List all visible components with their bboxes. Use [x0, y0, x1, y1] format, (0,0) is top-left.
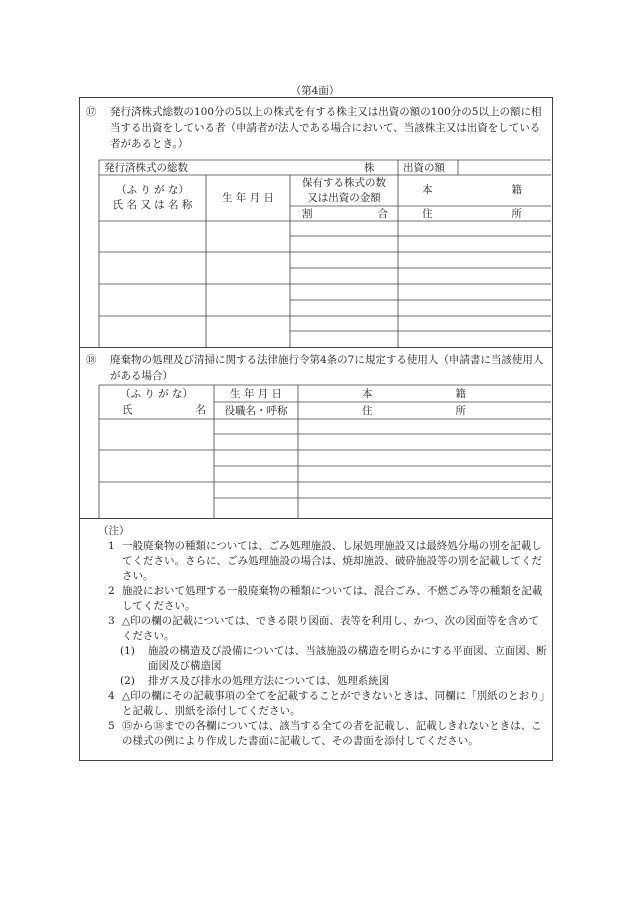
name-label — [122, 403, 206, 417]
note-sub-number: (1) — [120, 645, 135, 657]
note-number: 4 — [108, 690, 115, 702]
employees-table-grid — [80, 347, 552, 518]
domicile-char-b: 籍 — [455, 388, 466, 400]
shareholders-table-grid — [80, 98, 552, 347]
notes-heading: （注） — [98, 525, 130, 537]
address-char-b: 所 — [455, 405, 466, 417]
position-label: 役職名・呼称 — [224, 405, 288, 417]
address-label — [362, 404, 466, 418]
note-sub-item — [98, 644, 548, 674]
section-heading-text: 廃棄物の処理及び清掃に関する法律施行令第4条の7に規定する使用人（申請書に当該使用人がある場合） — [110, 354, 544, 382]
note-number: 3 — [108, 615, 115, 627]
note-text: 一般廃棄物の種類については、ごみ処理施設、し尿処理施設又は最終処分場の別を記載してください。さらに、ごみ処理施設の場合は、焼却施設、破砕施設等の別を記載してください。 — [122, 540, 542, 582]
note-text: △印の欄にその記載事項の全てを記載することができないときは、同欄に「別紙のとおり」と記載し、別紙を添付してください。 — [122, 690, 545, 717]
total-shares-label: 発行済株式の総数 — [104, 162, 188, 174]
page-title: （第4面） — [290, 85, 340, 97]
note-sub-text: 施設の構造及び設備については、当該施設の構造を明らかにする平面図、立面図、断面図及び構造図 — [148, 645, 547, 672]
note-text: 施設において処理する一般廃棄物の種類については、混合ごみ、不燃ごみ等の種類を記載してください。 — [122, 585, 543, 612]
address-char-a: 住 — [362, 405, 373, 417]
domicile-char-a: 本 — [422, 184, 433, 196]
note-number: 2 — [108, 585, 115, 597]
note-item — [98, 614, 548, 644]
note-text: △印の欄の記載については、できる限り図面、表等を利用し、かつ、次の図面等を含めてください。 — [122, 615, 539, 642]
shares-unit: 株 — [364, 162, 375, 174]
name-char-b: 名 — [195, 404, 206, 416]
note-sub-item — [98, 674, 548, 689]
holding-label-2: 又は出資の金額 — [307, 192, 381, 204]
note-number: 5 — [108, 720, 115, 732]
domicile-char-b: 籍 — [511, 184, 522, 196]
investment-label: 出資の額 — [403, 162, 445, 174]
note-sub-number: (2) — [120, 675, 135, 687]
domicile-label — [422, 183, 522, 197]
domicile-label — [362, 387, 466, 401]
birth-label: 生 年 月 日 — [221, 192, 274, 204]
note-text: ⑮から⑱までの各欄については、該当する全ての者を記載し、記載しきれないときは、この様式の例により作成した書面に記載して、その書面を添付してください。 — [122, 720, 542, 747]
ratio-char-b: 合 — [377, 208, 388, 220]
address-char-b: 所 — [511, 208, 522, 220]
furigana-label: （ふ り が な） — [119, 388, 193, 400]
section-divider — [80, 518, 552, 519]
note-item — [98, 719, 548, 749]
section-employees — [80, 347, 552, 518]
notes-section — [98, 524, 548, 749]
holding-label-1: 保有する株式の数 — [302, 177, 386, 189]
name-label: 氏 名 又 は 名 称 — [112, 199, 193, 211]
note-sub-text: 排ガス及び排水の処理方法については、処理系統図 — [148, 675, 390, 687]
furigana-label: （ふ り が な） — [115, 184, 189, 196]
section-number: ⑱ — [86, 354, 97, 366]
note-item — [98, 539, 548, 584]
domicile-char-a: 本 — [362, 388, 373, 400]
section-number: ⑰ — [86, 106, 97, 118]
address-char-a: 住 — [422, 208, 433, 220]
ratio-label — [302, 207, 388, 221]
section-heading-text: 発行済株式総数の100分の5以上の株式を有する株主又は出資の額の100分の5以上の額に相当する出資をしている者（申請者が法人である場合において、当該株主又は出資をしている者があるとき。） — [110, 106, 542, 150]
section-shareholders — [80, 98, 552, 347]
name-char-a: 氏 — [122, 404, 133, 416]
note-number: 1 — [108, 540, 115, 552]
birth-label: 生 年 月 日 — [229, 388, 282, 400]
note-item — [98, 584, 548, 614]
address-label — [422, 207, 522, 221]
form-frame — [79, 97, 553, 761]
note-item — [98, 689, 548, 719]
ratio-char-a: 割 — [302, 208, 313, 220]
